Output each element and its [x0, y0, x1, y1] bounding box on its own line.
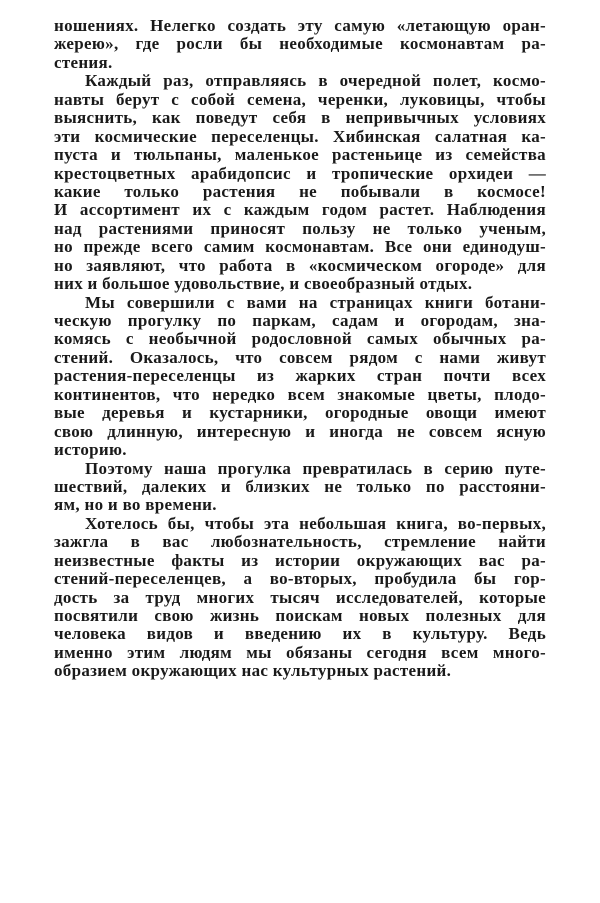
paragraph — [54, 515, 546, 681]
text-line: Мы совершили с вами на страницах книги ботани- — [85, 292, 546, 312]
text-line: комясь с необычной родословной самых обычных ра- — [54, 329, 546, 349]
text-line: посвятили свою жизнь поискам новых полезных для — [54, 606, 546, 625]
text-line: Каждый раз, отправляясь в очередной полет, космо- — [85, 71, 546, 91]
text-line: ям, но и во времени. — [54, 495, 217, 515]
text-line: выяснить, как поведут себя в непривычных условиях — [54, 108, 546, 128]
text-line: дость за труд многих тысяч исследователей, которые — [54, 587, 546, 607]
text-line: навты берут с собой семена, черенки, луковицы, чтобы — [54, 89, 546, 109]
text-line: эти космические переселенцы. Хибинская салатная ка- — [54, 126, 546, 146]
text-line: стения. — [54, 52, 113, 72]
text-line: именно этим людям мы обязаны сегодня всем много- — [54, 642, 546, 662]
text-line: Поэтому наша прогулка превратилась в серию путе- — [85, 458, 546, 478]
paragraph — [54, 72, 546, 293]
text-line: образием окружающих нас культурных растений. — [54, 661, 452, 681]
text-line: растения-переселенцы из жарких стран почти всех — [54, 366, 546, 386]
text-line: но прежде всего самим космонавтам. Все они единодуш- — [54, 237, 546, 257]
text-line: человека видов и введению их в культуру. Ведь — [54, 624, 546, 644]
text-line: зажгла в вас любознательность, стремление найти — [54, 532, 546, 552]
paragraph — [54, 460, 546, 515]
text-line: неизвестные факты из истории окружающих вас ра- — [54, 550, 546, 570]
text-line: шествий, далеких и близких не только по расстояни- — [54, 476, 546, 496]
text-line: пуста и тюльпаны, маленькое растеньице из семейства — [54, 145, 546, 165]
text-line: ношениях. Нелегко создать эту самую «летающую оран- — [54, 16, 546, 35]
text-line: них и большое удовольствие, и своеобразный отдых. — [54, 274, 473, 294]
text-line: И ассортимент их с каждым годом растет. Наблюдения — [54, 200, 546, 220]
text-line: Хотелось бы, чтобы эта небольшая книга, во-первых, — [85, 513, 546, 533]
text-line: стений. Оказалось, что совсем рядом с нами живут — [54, 347, 546, 367]
text-line: но заявляют, что работа в «космическом огороде» для — [54, 255, 546, 275]
paragraph — [54, 294, 546, 460]
paragraph — [54, 17, 546, 72]
text-line: жерею», где росли бы необходимые космонавтам ра- — [54, 34, 546, 54]
page-body-text — [54, 17, 546, 681]
text-line: свою длинную, интересную и иногда не совсем ясную — [54, 421, 546, 441]
text-line: стений-переселенцев, а во-вторых, пробудила бы гор- — [54, 569, 546, 589]
text-line: историю. — [54, 440, 127, 460]
text-line: вые деревья и кустарники, огородные овощи имеют — [54, 403, 546, 423]
text-line: крестоцветных арабидопсис и тропические орхидеи — — [54, 163, 546, 183]
text-line: над растениями приносят пользу не только ученым, — [54, 218, 546, 238]
text-line: континентов, что нередко всем знакомые цветы, плодо- — [54, 384, 546, 404]
text-line: ческую прогулку по паркам, садам и огородам, зна- — [54, 311, 546, 330]
text-line: какие только растения не побывали в космосе! — [54, 181, 546, 201]
